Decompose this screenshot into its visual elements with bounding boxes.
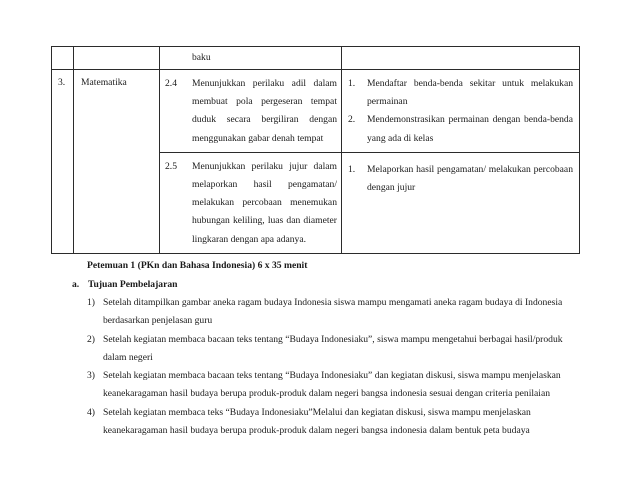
competency-text: Menunjukkan perilaku adil dalam membuat pola pergeseran tempat duduk secara bergiliran dengan menggunakan gabar denah tempat xyxy=(192,78,337,144)
meeting-title: Petemuan 1 (PKn dan Bahasa Indonesia) 6 x 35 menit xyxy=(87,260,308,271)
goal-number: 1) xyxy=(87,297,95,308)
indicator-text: Mendaftar benda-benda sekitar untuk melakukan permainan xyxy=(367,78,573,108)
section-heading-text: Tujuan Pembelajaran xyxy=(88,279,178,290)
goal-number: 4) xyxy=(87,407,95,419)
table-cell-empty xyxy=(342,47,580,70)
subject-cell xyxy=(74,70,160,254)
competency-cell xyxy=(160,152,342,253)
table-row-continuation xyxy=(52,47,580,70)
list-item xyxy=(348,111,573,147)
indicator-text: Mendemonstrasikan permainan dengan benda-benda yang ada di kelas xyxy=(367,114,573,144)
competency-cell xyxy=(160,70,342,153)
list-item xyxy=(348,75,573,111)
table-cell-continuation xyxy=(160,47,342,70)
indicator-list xyxy=(342,153,579,201)
table-cell-empty xyxy=(52,47,74,70)
table-row xyxy=(52,70,580,153)
competency xyxy=(160,70,341,152)
indicator-number: 1. xyxy=(348,78,356,89)
goal-text: Setelah kegiatan membaca bacaan teks tentang “Budaya Indonesiaku” dan kegiatan diskusi, siswa mampu menjelaskan keanekaragaman hasil budaya berupa produk-produk dalam negeri bangsa indonesia sesuai dengan criteria penilaian xyxy=(103,370,561,400)
competency-code: 2.5 xyxy=(165,160,177,172)
indicator-list xyxy=(342,70,579,152)
goal-number: 2) xyxy=(87,333,95,345)
goal-number: 3) xyxy=(87,370,95,382)
list-item xyxy=(87,404,573,440)
list-item xyxy=(87,331,573,367)
competency-text: Menunjukkan perilaku jujur dalam melaporkan hasil pengamatan/ melakukan percobaan menemukan hubungan keliling, luas dan diameter lingkaran dengan apa adanya. xyxy=(192,160,337,245)
table-cell-empty xyxy=(74,47,160,70)
indicator-number: 1. xyxy=(348,163,356,175)
list-item xyxy=(87,367,573,403)
goal-text: Setelah ditampilkan gambar aneka ragam budaya Indonesia siswa mampu mengamati aneka ragam budaya di Indonesia berdasarkan penjelasan guru xyxy=(103,297,563,327)
row-number-cell xyxy=(52,70,74,254)
goal-text: Setelah kegiatan membaca bacaan teks tentang “Budaya Indonesiaku”, siswa mampu mengetahui berbagai hasil/produk dalam negeri xyxy=(103,333,563,363)
section-heading xyxy=(72,276,592,294)
list-item xyxy=(87,294,573,330)
indicator-cell xyxy=(342,152,580,253)
indicator-text: Melaporkan hasil pengamatan/ melakukan percobaan dengan jujur xyxy=(367,163,573,194)
continuation-text: baku xyxy=(192,52,211,63)
row-number: 3. xyxy=(58,77,66,88)
list-item xyxy=(348,161,573,197)
section-letter: a. xyxy=(72,279,80,290)
competency xyxy=(160,153,341,253)
indicator-cell xyxy=(342,70,580,153)
goal-text: Setelah kegiatan membaca teks “Budaya Indonesiaku”Melalui dan kegiatan diskusi, siswa mampu menjelaskan keanekaragaman hasil budaya berupa produk-produk dalam negeri bangsa indonesia dalam bentuk peta budaya xyxy=(103,407,531,437)
competency-code: 2.4 xyxy=(165,78,177,89)
indicator-number: 2. xyxy=(348,114,356,126)
learning-goals-list xyxy=(87,294,573,441)
subject-name: Matematika xyxy=(81,77,127,88)
lesson-plan-table xyxy=(51,46,580,254)
